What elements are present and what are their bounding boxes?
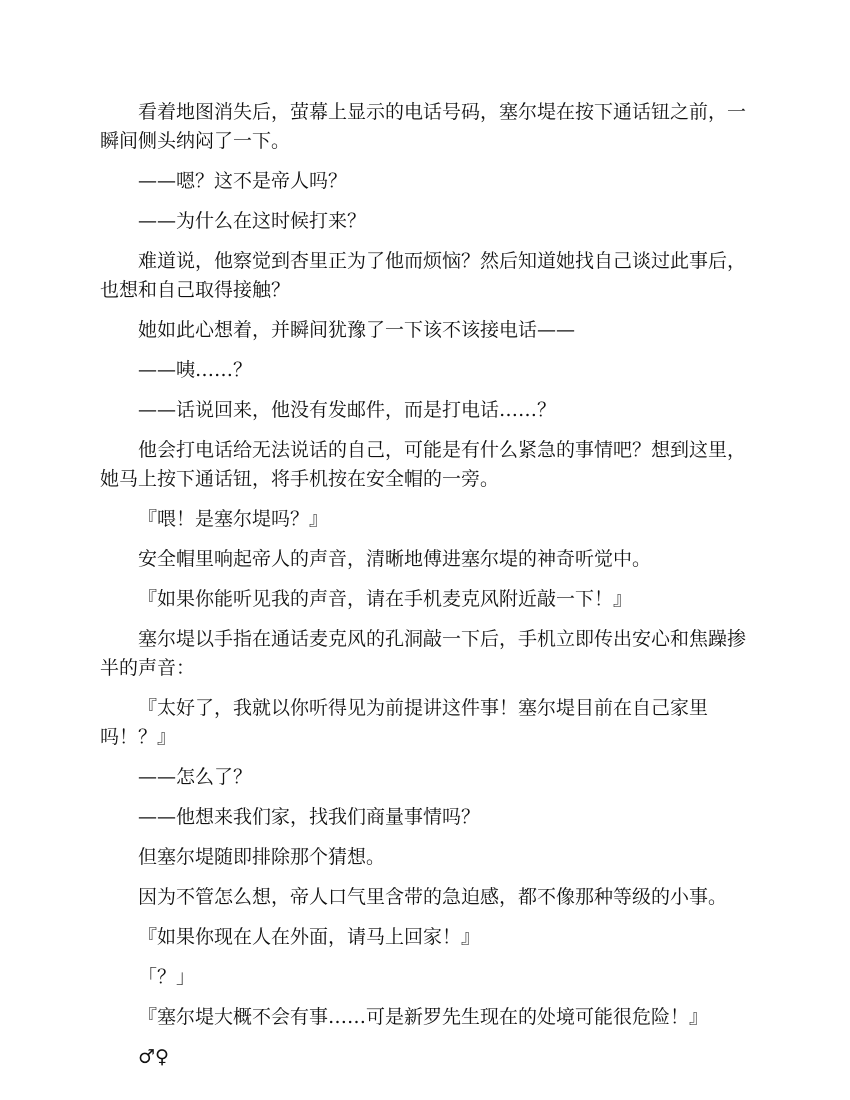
paragraph: 但塞尔堤随即排除那个猜想。 bbox=[138, 846, 386, 868]
paragraph: ——为什么在这时候打来？ bbox=[138, 210, 367, 232]
paragraph: 『喂！是塞尔堤吗？』 bbox=[138, 508, 329, 530]
document-body bbox=[100, 98, 750, 1072]
paragraph: 塞尔堤以手指在通话麦克风的孔洞敲一下后，手机立即传出安心和焦躁掺半的声音： bbox=[100, 628, 747, 679]
paragraph: 看着地图消失后，萤幕上显示的电话号码，塞尔堤在按下通话钮之前，一瞬间侧头纳闷了一下。 bbox=[100, 101, 747, 152]
paragraph: 『塞尔堤大概不会有事……可是新罗先生现在的处境可能很危险！』 bbox=[138, 1006, 709, 1028]
paragraph: 『如果你能听见我的声音，请在手机麦克风附近敲一下！』 bbox=[138, 588, 633, 610]
paragraph: ——话说回来，他没有发邮件，而是打电话……？ bbox=[138, 399, 557, 421]
section-divider-symbol: ♂♀ bbox=[138, 1046, 169, 1068]
paragraph: 安全帽里响起帝人的声音，清晰地傅进塞尔堤的神奇听觉中。 bbox=[138, 548, 652, 570]
paragraph: 「？」 bbox=[138, 966, 196, 988]
paragraph: ——他想来我们家，找我们商量事情吗？ bbox=[138, 806, 481, 828]
paragraph: 难道说，他察觉到杏里正为了他而烦恼？然后知道她找自己谈过此事后，也想和自己取得接触？ bbox=[100, 250, 747, 301]
paragraph: 她如此心想着，并瞬间犹豫了一下该不该接电话—— bbox=[138, 319, 576, 341]
paragraph: 他会打电话给无法说话的自己，可能是有什么紧急的事情吧？想到这里，她马上按下通话钮，将手机按在安全帽的一旁。 bbox=[100, 439, 747, 490]
paragraph: ——咦……？ bbox=[138, 359, 253, 381]
paragraph: 因为不管怎么想，帝人口气里含带的急迫感，都不像那种等级的小事。 bbox=[138, 886, 728, 908]
paragraph: 『太好了，我就以你听得见为前提讲这件事！塞尔堤目前在自己家里吗！？』 bbox=[100, 697, 709, 748]
paragraph: ——怎么了？ bbox=[138, 766, 253, 788]
paragraph: 『如果你现在人在外面，请马上回家！』 bbox=[138, 926, 481, 948]
paragraph: ——嗯？这不是帝人吗？ bbox=[138, 170, 348, 192]
